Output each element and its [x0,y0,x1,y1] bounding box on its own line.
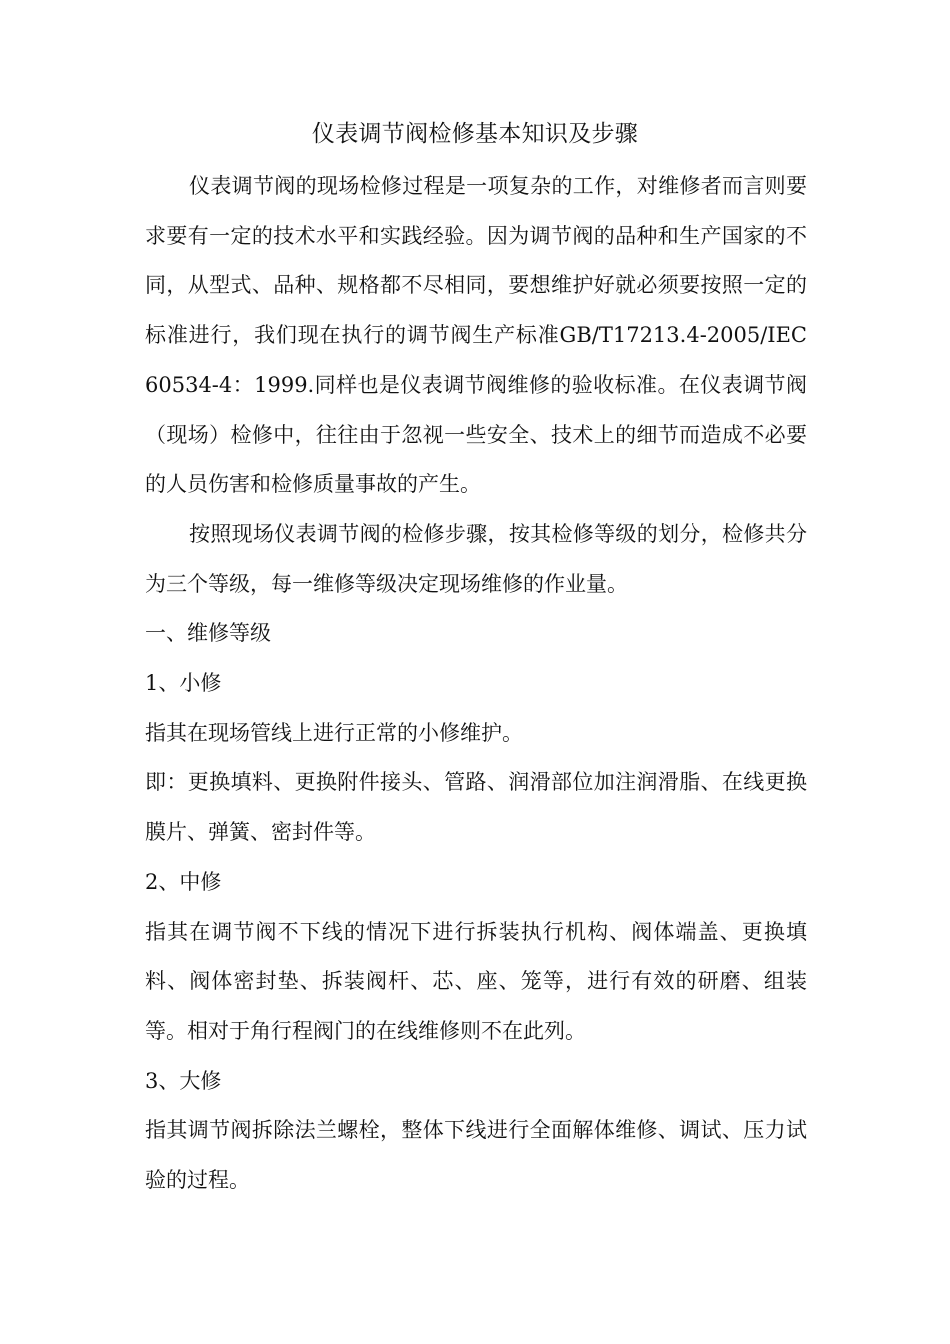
subheading-medium-repair: 2、中修 [145,869,222,894]
subheading-major-repair: 3、大修 [145,1068,222,1093]
subheading-minor-repair: 1、小修 [145,671,222,696]
section-heading-maintenance-levels: 一、维修等级 [145,621,271,646]
document-body [145,162,807,1206]
document-title: 仪表调节阀检修基本知识及步骤 [311,121,639,147]
medium-repair-definition: 指其在调节阀不下线的情况下进行拆装执行机构、阀体端盖、更换填料、阀体密封垫、拆装阀杆、芯、座、笼等，进行有效的研磨、组装等。相对于角行程阀门的在线维修则不在此列。 [145,919,807,1043]
intro-paragraph: 仪表调节阀的现场检修过程是一项复杂的工作，对维修者而言则要求要有一定的技术水平和实践经验。因为调节阀的品种和生产国家的不同，从型式、品种、规格都不尽相同，要想维护好就必须要按照一定的标准进行，我们现在执行的调节阀生产标准GB/T17213.4-2005/IEC 60534-4：1999.同样也是仪表调节阀维修的验收标准。在仪表调节阀（现场）检修中，往往由于忽视一些安全、技术上的细节而造成不必要的人员伤害和检修质量事故的产生。 [145,174,807,497]
overview-paragraph: 按照现场仪表调节阀的检修步骤，按其检修等级的划分，检修共分为三个等级，每一维修等级决定现场维修的作业量。 [145,521,807,596]
minor-repair-details: 即：更换填料、更换附件接头、管路、润滑部位加注润滑脂、在线更换膜片、弹簧、密封件等。 [145,770,807,845]
minor-repair-definition: 指其在现场管线上进行正常的小修维护。 [145,720,523,745]
major-repair-definition: 指其调节阀拆除法兰螺栓，整体下线进行全面解体维修、调试、压力试验的过程。 [145,1118,807,1193]
